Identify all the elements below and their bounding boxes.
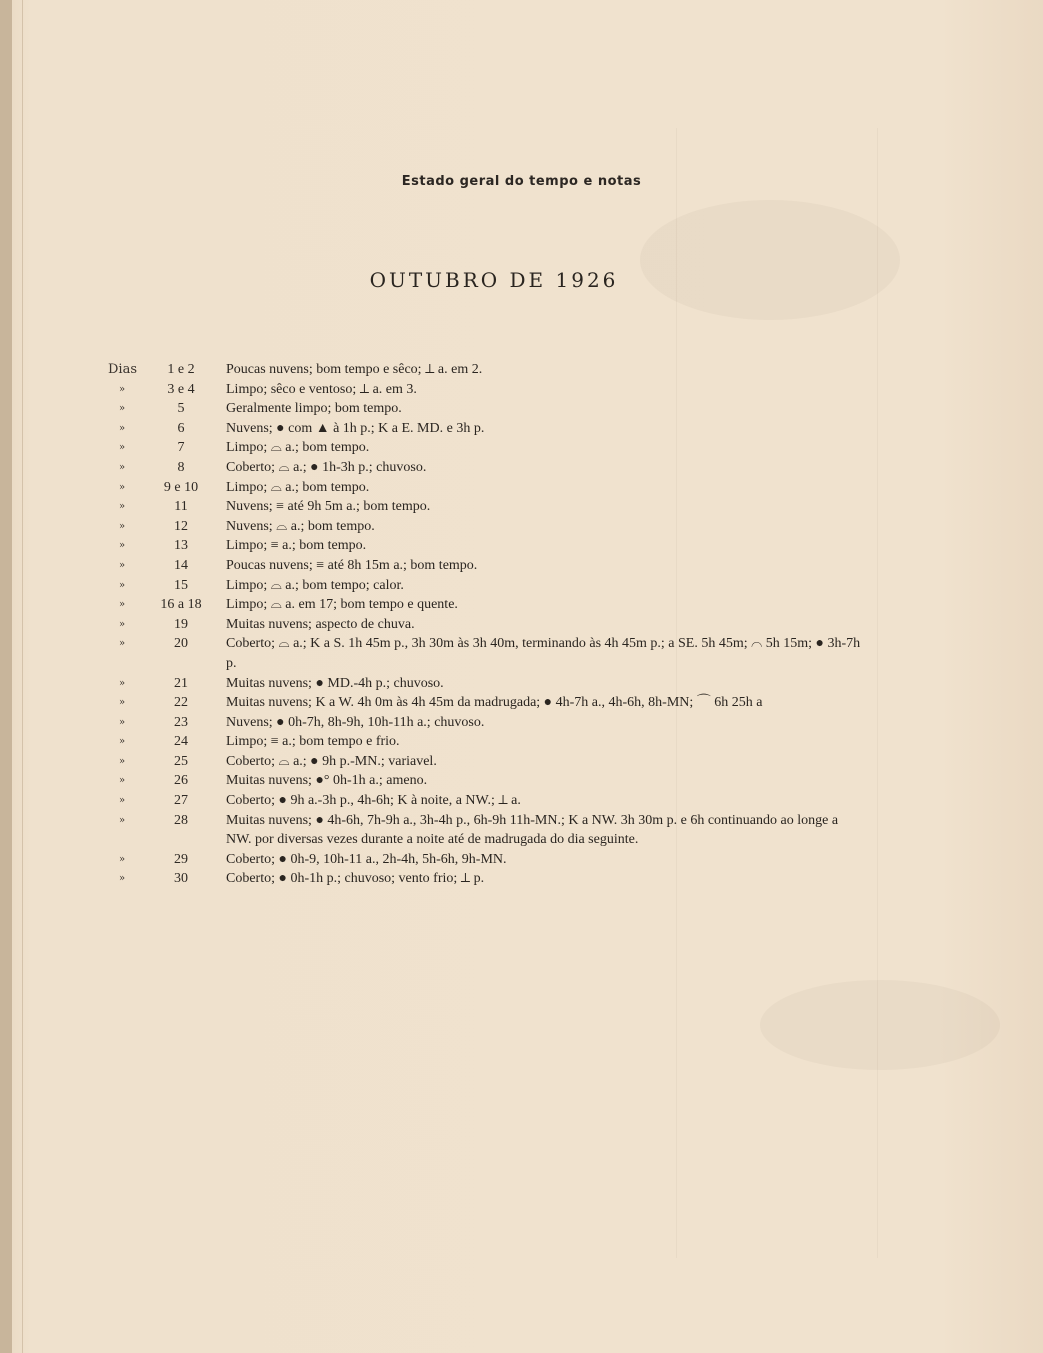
ditto-mark: »: [119, 736, 126, 748]
entry-row: [0, 693, 1043, 713]
entry-day: 27: [174, 793, 188, 809]
column-label: Dias: [108, 362, 138, 377]
ditto-mark: »: [119, 501, 126, 513]
ditto-mark: »: [119, 795, 126, 807]
entry-row: [0, 536, 1043, 556]
entry-text: Coberto; ● 0h-9, 10h-11 a., 2h-4h, 5h-6h, 9h-MN.: [226, 851, 507, 867]
entry-row: [0, 458, 1043, 478]
ditto-mark: »: [119, 442, 126, 454]
entry-row: [0, 732, 1043, 752]
ditto-mark: »: [119, 520, 126, 532]
ditto-mark: »: [119, 775, 126, 787]
entry-row: [0, 478, 1043, 498]
ditto-mark: »: [119, 403, 126, 415]
entry-day: 1 e 2: [167, 362, 195, 377]
entry-text: Muitas nuvens; aspecto de chuva.: [226, 616, 415, 632]
ditto-mark: »: [119, 873, 126, 885]
entry-text: Nuvens; ● 0h-7h, 8h-9h, 10h-11h a.; chuvoso.: [226, 714, 485, 730]
entry-row: [0, 791, 1043, 811]
ditto-mark: »: [119, 618, 126, 630]
ditto-mark: »: [119, 559, 126, 571]
entry-day: 22: [174, 695, 188, 711]
entry-day: 19: [174, 616, 188, 632]
ditto-mark: »: [119, 461, 126, 473]
entry-text: Nuvens; ≡ até 9h 5m a.; bom tempo.: [226, 499, 431, 515]
ditto-mark: »: [119, 579, 126, 591]
entry-day: 11: [174, 499, 188, 515]
entry-day: 30: [174, 871, 188, 887]
entry-text: Limpo; ≡ a.; bom tempo.: [226, 538, 367, 554]
entry-text: Limpo; sêco e ventoso; ⟂ a. em 3.: [226, 381, 417, 397]
entry-row: [0, 771, 1043, 791]
entry-text: Poucas nuvens; ≡ até 8h 15m a.; bom tempo.: [226, 557, 478, 573]
entry-day: 29: [174, 851, 188, 867]
ditto-mark: »: [119, 540, 126, 552]
entry-row: [0, 497, 1043, 517]
entry-text: Coberto; ⌓ a.; ● 1h-3h p.; chuvoso.: [226, 459, 427, 475]
paper-stain: [760, 980, 1000, 1070]
entry-day: 15: [174, 577, 188, 593]
entry-row: [0, 399, 1043, 419]
entry-row: [0, 615, 1043, 635]
entry-day: 3 e 4: [167, 381, 195, 397]
weather-entries-list: [0, 360, 1043, 889]
entry-row: [0, 869, 1043, 889]
entry-text: Nuvens; ● com ▲ à 1h p.; K a E. MD. e 3h p.: [226, 420, 485, 436]
entry-row: [0, 360, 1043, 380]
entry-text: Coberto; ⌓ a.; ● 9h p.-MN.; variavel.: [226, 753, 437, 769]
entry-text: Limpo; ⌓ a.; bom tempo.: [226, 479, 370, 495]
entry-day: 23: [174, 714, 188, 730]
entry-row: [0, 674, 1043, 694]
entry-text: Geralmente limpo; bom tempo.: [226, 401, 402, 417]
entry-row: [0, 380, 1043, 400]
entry-day: 6: [177, 420, 185, 436]
entry-row: [0, 634, 1043, 673]
entry-row: [0, 811, 1043, 850]
ditto-mark: »: [119, 814, 126, 826]
entry-row: [0, 576, 1043, 596]
ditto-mark: »: [119, 677, 126, 689]
entry-text: Limpo; ⌓ a.; bom tempo; calor.: [226, 577, 404, 593]
entry-text: Coberto; ● 0h-1h p.; chuvoso; vento frio; ⟂ p.: [226, 871, 485, 887]
entry-row: [0, 419, 1043, 439]
entry-day: 14: [174, 557, 188, 573]
ditto-mark: »: [119, 481, 126, 493]
entry-day: 13: [174, 538, 188, 554]
ditto-mark: »: [119, 383, 126, 395]
page-header: Estado geral do tempo e notas: [401, 174, 642, 189]
entry-text: Coberto; ⌓ a.; K a S. 1h 45m p., 3h 30m às 3h 40m, terminando às 4h 45m p.; a SE. 5h 45m; ⌒ 5h 15m; ● 3h-7h p.: [226, 636, 861, 671]
ditto-mark: »: [119, 422, 126, 434]
ditto-mark: »: [119, 755, 126, 767]
entry-text: Limpo; ⌓ a. em 17; bom tempo e quente.: [226, 597, 458, 613]
entry-day: 9 e 10: [163, 479, 199, 495]
entry-day: 25: [174, 753, 188, 769]
entry-row: [0, 752, 1043, 772]
entry-day: 16 a 18: [160, 597, 202, 613]
entry-row: [0, 850, 1043, 870]
entry-row: [0, 595, 1043, 615]
entry-text: Muitas nuvens; ●° 0h-1h a.; ameno.: [226, 773, 428, 789]
entry-row: [0, 517, 1043, 537]
entry-day: 26: [174, 773, 188, 789]
entry-text: Nuvens; ⌓ a.; bom tempo.: [226, 518, 375, 534]
page-title: OUTUBRO DE 1926: [369, 268, 619, 292]
entry-row: [0, 438, 1043, 458]
entry-day: 12: [174, 518, 188, 534]
entry-day: 24: [174, 734, 188, 750]
ditto-mark: »: [119, 638, 126, 650]
entry-day: 8: [177, 459, 185, 475]
entry-day: 28: [174, 812, 188, 828]
paper-stain: [640, 200, 900, 320]
entry-day: 21: [174, 675, 188, 691]
entry-text: Poucas nuvens; bom tempo e sêco; ⟂ a. em 2.: [226, 362, 483, 377]
entry-text: Limpo; ≡ a.; bom tempo e frio.: [226, 734, 400, 750]
entry-text: Coberto; ● 9h a.-3h p., 4h-6h; K à noite, a NW.; ⟂ a.: [226, 793, 521, 809]
entry-text: Muitas nuvens; K a W. 4h 0m às 4h 45m da madrugada; ● 4h-7h a., 4h-6h, 8h-MN; ⌒ 6h 25h a: [226, 695, 763, 711]
entry-text: Muitas nuvens; ● MD.-4h p.; chuvoso.: [226, 675, 444, 691]
entry-text: Limpo; ⌓ a.; bom tempo.: [226, 440, 370, 456]
ditto-mark: »: [119, 697, 126, 709]
entry-day: 7: [177, 440, 185, 456]
entry-row: [0, 556, 1043, 576]
ditto-mark: »: [119, 853, 126, 865]
entry-text: Muitas nuvens; ● 4h-6h, 7h-9h a., 3h-4h p., 6h-9h 11h-MN.; K a NW. 3h 30m p. e 6h continuando ao longe a NW. por diversas vezes durante a noite até de madrugada do dia seguinte.: [226, 812, 839, 848]
entry-day: 20: [174, 636, 188, 652]
entry-row: [0, 713, 1043, 733]
entry-day: 5: [177, 401, 185, 417]
ditto-mark: »: [119, 599, 126, 611]
ditto-mark: »: [119, 716, 126, 728]
